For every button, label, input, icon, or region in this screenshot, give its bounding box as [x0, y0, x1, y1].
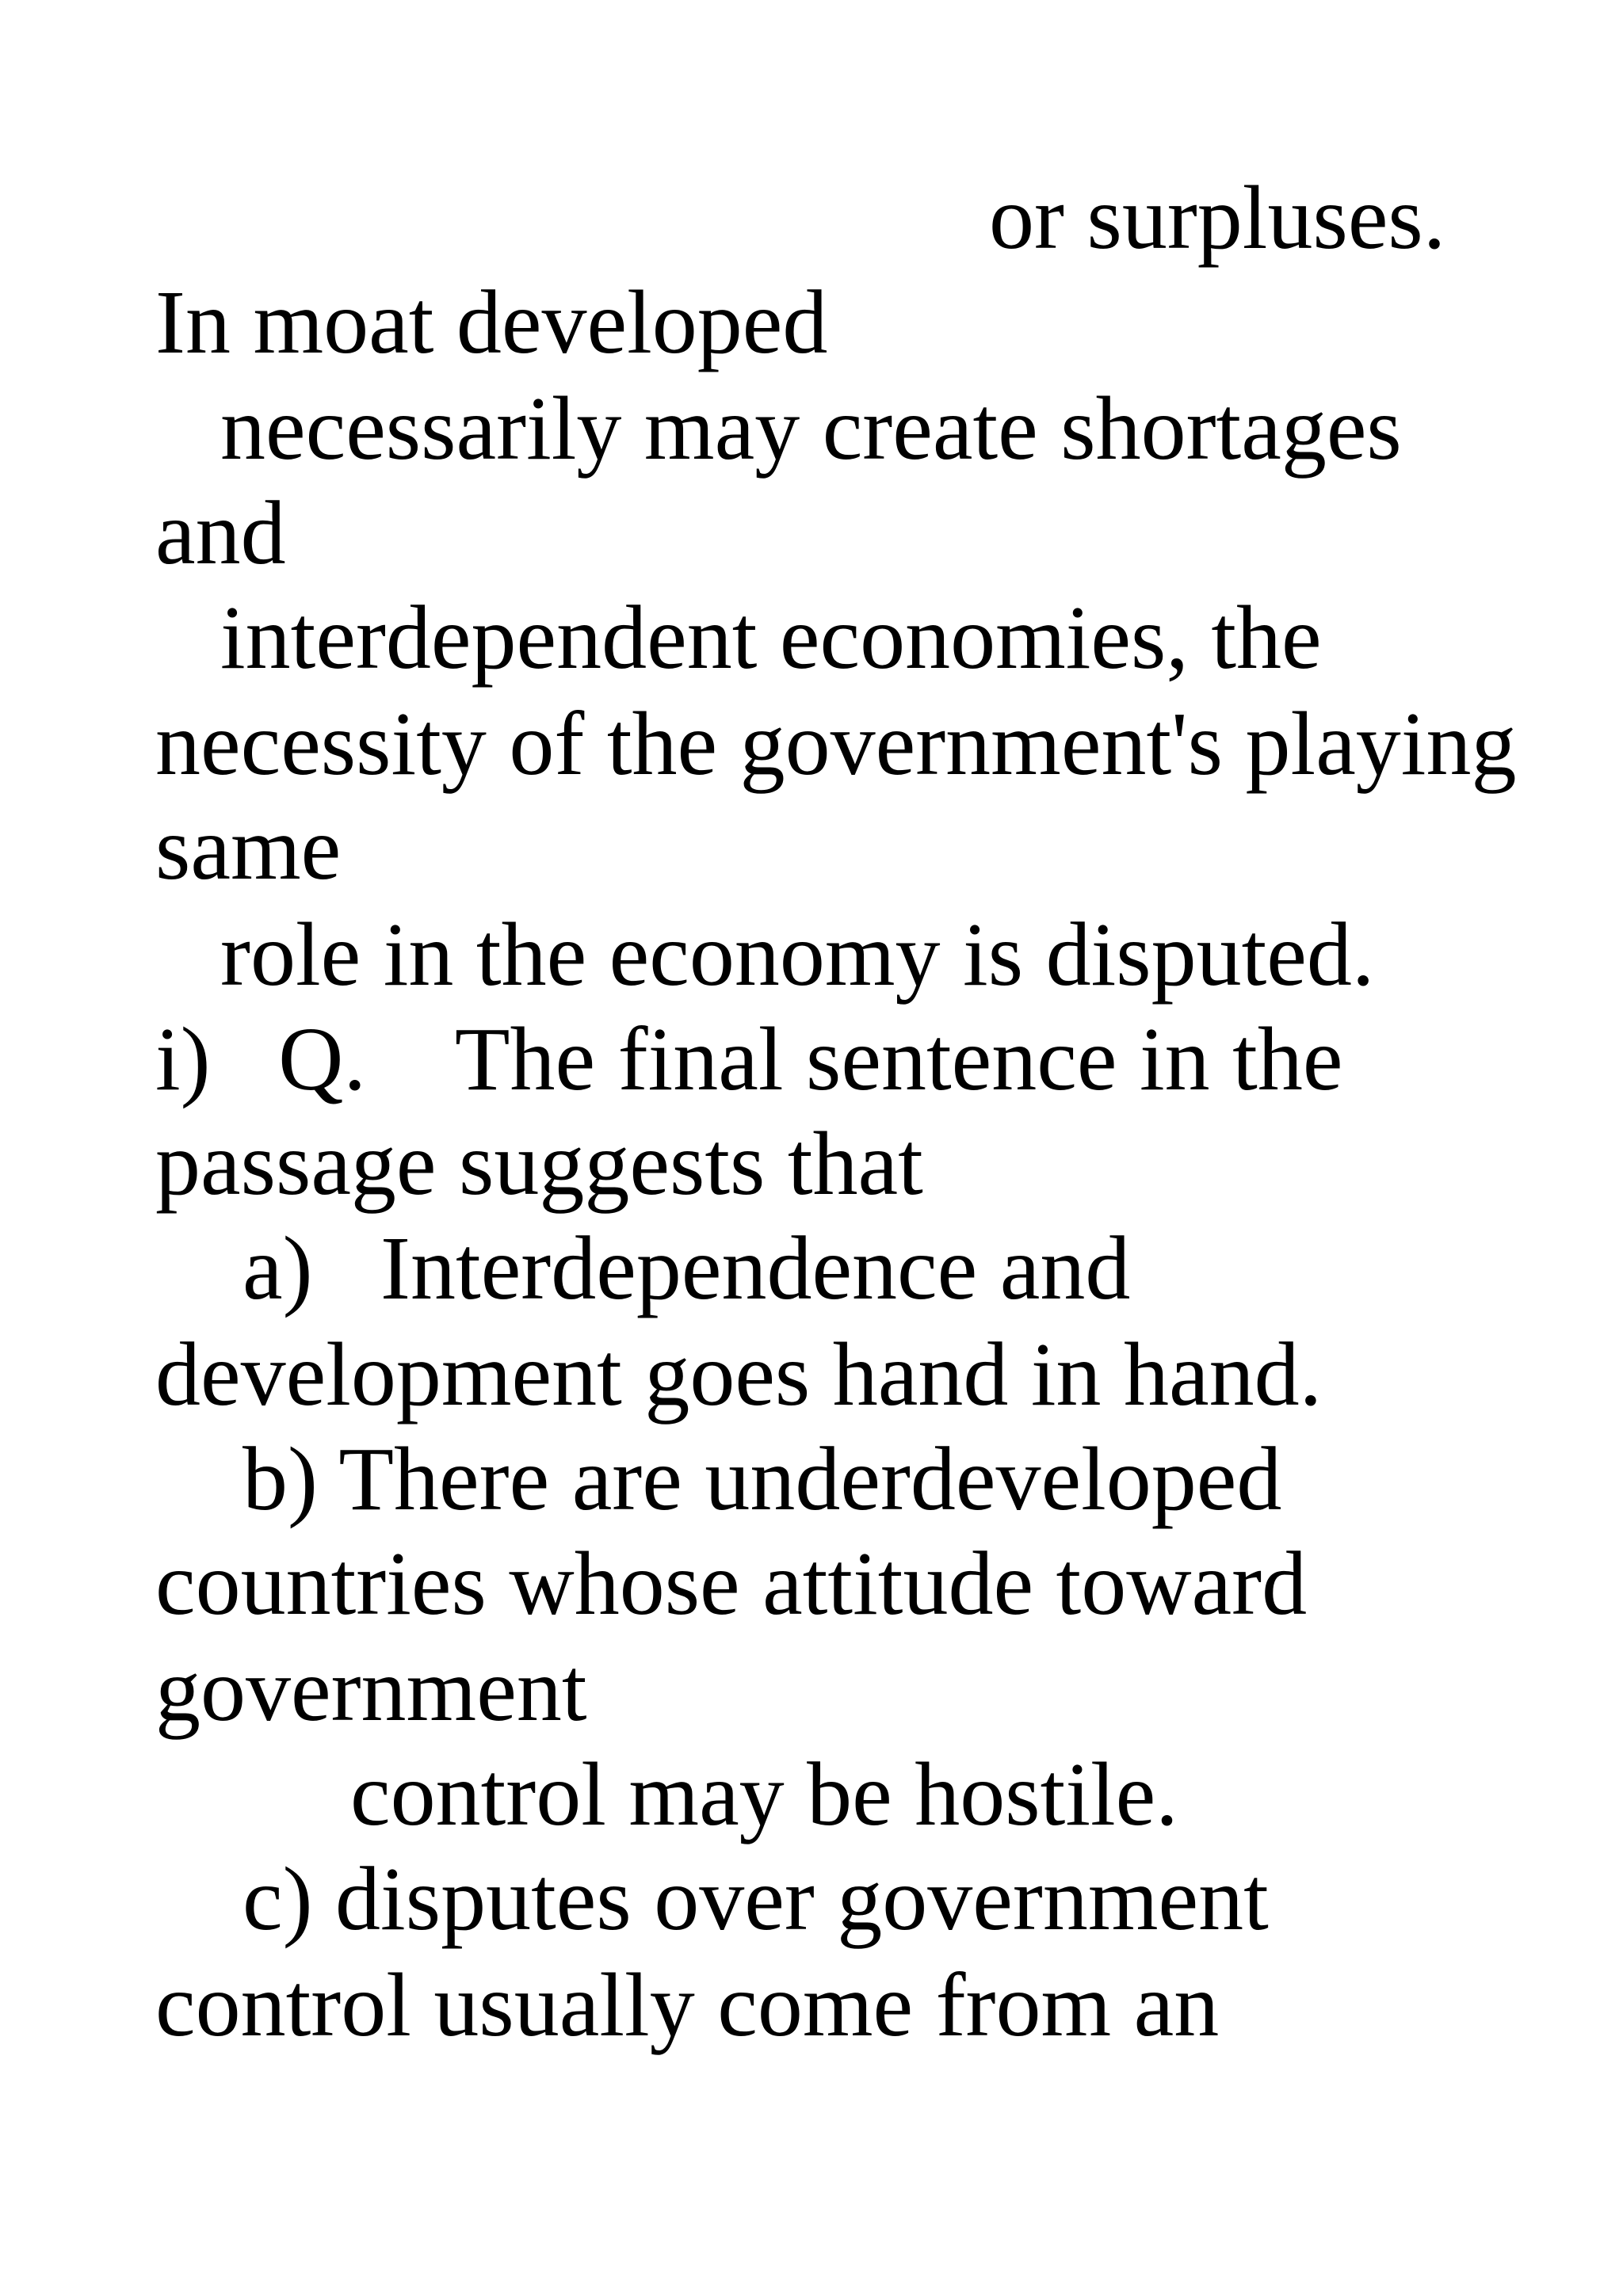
- text-line: passage suggests that: [155, 1113, 923, 1214]
- option-c-line: c) disputes over government: [242, 1848, 1269, 1949]
- text-line: government: [155, 1639, 587, 1740]
- text-line: role in the economy is disputed.: [220, 904, 1375, 1005]
- text-line: interdependent economies, the: [220, 587, 1322, 688]
- text-line: development goes hand in hand.: [155, 1324, 1323, 1425]
- text-line: and: [155, 482, 286, 583]
- question-line: i) Q. The final sentence in the: [155, 1009, 1343, 1109]
- text-line: control usually come from an: [155, 1955, 1220, 2055]
- option-a-line: a) Interdependence and: [242, 1218, 1131, 1318]
- text-line: necessity of the government's playing: [155, 693, 1517, 794]
- text-line: In moat developed: [155, 272, 828, 372]
- text-line: same: [155, 798, 342, 898]
- text-line: or surpluses.: [989, 167, 1446, 268]
- text-line: necessarily may create shortages: [220, 378, 1402, 479]
- text-line: countries whose attitude toward: [155, 1533, 1308, 1634]
- text-line: control may be hostile.: [350, 1744, 1178, 1844]
- option-b-line: b) There are underdeveloped: [242, 1428, 1282, 1529]
